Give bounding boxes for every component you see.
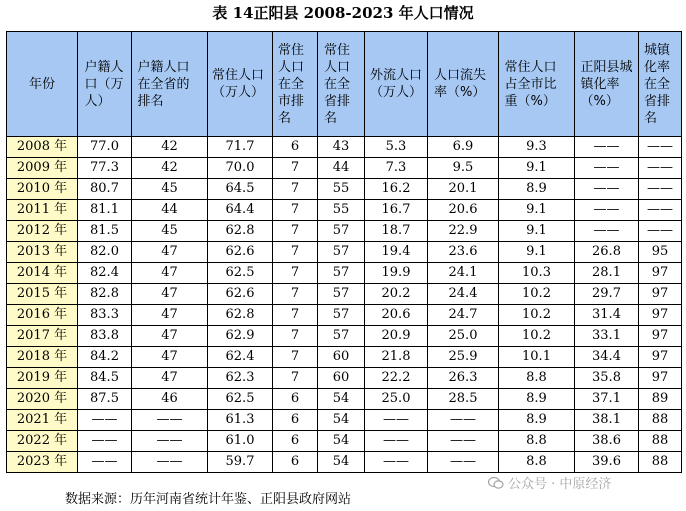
- table-cell: 37.1: [575, 389, 639, 410]
- column-header: [639, 32, 682, 137]
- table-cell: 57: [318, 242, 365, 263]
- table-cell: 84.5: [78, 368, 132, 389]
- table-cell: 10.1: [499, 347, 575, 368]
- table-cell: 70.0: [208, 158, 273, 179]
- column-header-label: 外流人口（万人）: [370, 68, 423, 100]
- table-row: [7, 284, 682, 305]
- table-row: [7, 305, 682, 326]
- table-cell: ——: [639, 221, 682, 242]
- table-cell: 9.1: [499, 200, 575, 221]
- column-header-label: 人口流失率（%）: [434, 68, 487, 100]
- table-cell: 60: [318, 368, 365, 389]
- table-cell: 7: [273, 242, 318, 263]
- table-cell: 20.6: [428, 200, 499, 221]
- table-cell: ——: [365, 431, 428, 452]
- table-cell: ——: [639, 137, 682, 158]
- table-cell: 7: [273, 326, 318, 347]
- table-cell: ——: [575, 200, 639, 221]
- population-table: [6, 31, 682, 473]
- table-cell: 16.7: [365, 200, 428, 221]
- column-header: [78, 32, 132, 137]
- column-header-label: 年份: [28, 76, 55, 92]
- table-cell: 7: [273, 221, 318, 242]
- table-cell: 24.7: [428, 305, 499, 326]
- table-cell: 6: [273, 410, 318, 431]
- table-cell: 45: [132, 221, 208, 242]
- table-cell: ——: [78, 431, 132, 452]
- column-header: [365, 32, 428, 137]
- table-cell: 89: [639, 389, 682, 410]
- table-cell: 42: [132, 158, 208, 179]
- table-cell: 97: [639, 347, 682, 368]
- table-cell: 5.3: [365, 137, 428, 158]
- table-cell: 97: [639, 326, 682, 347]
- column-header: [7, 32, 78, 137]
- table-cell: 44: [318, 158, 365, 179]
- table-cell: 19.9: [365, 263, 428, 284]
- table-cell: 47: [132, 284, 208, 305]
- table-cell: 8.8: [499, 368, 575, 389]
- table-row: [7, 200, 682, 221]
- table-cell: 57: [318, 305, 365, 326]
- table-cell: 9.1: [499, 158, 575, 179]
- table-cell: 6: [273, 389, 318, 410]
- table-cell: 20.2: [365, 284, 428, 305]
- table-cell: ——: [78, 452, 132, 473]
- table-row: [7, 221, 682, 242]
- table-cell: 8.9: [499, 179, 575, 200]
- table-cell: 26.8: [575, 242, 639, 263]
- table-cell: ——: [428, 452, 499, 473]
- table-cell: 57: [318, 263, 365, 284]
- table-cell: 23.6: [428, 242, 499, 263]
- table-cell: 62.8: [208, 305, 273, 326]
- data-source-note: 数据来源：历年河南省统计年鉴、正阳县政府网站: [65, 492, 352, 507]
- table-row: [7, 431, 682, 452]
- table-cell: ——: [428, 410, 499, 431]
- year-cell: 2014 年: [7, 263, 78, 284]
- table-cell: 60: [318, 347, 365, 368]
- watermark-text: 公众号 · 中原经济: [508, 477, 612, 492]
- table-cell: 97: [639, 284, 682, 305]
- table-cell: 47: [132, 305, 208, 326]
- table-cell: 18.7: [365, 221, 428, 242]
- table-cell: 71.7: [208, 137, 273, 158]
- table-row: [7, 452, 682, 473]
- table-cell: 9.1: [499, 242, 575, 263]
- table-cell: 84.2: [78, 347, 132, 368]
- table-cell: 61.3: [208, 410, 273, 431]
- table-cell: 19.4: [365, 242, 428, 263]
- column-header-label: 城镇化率在全省排名: [644, 42, 671, 126]
- table-title: 表 14正阳县 2008-2023 年人口情况: [212, 4, 474, 22]
- table-row: [7, 158, 682, 179]
- table-cell: 10.2: [499, 284, 575, 305]
- table-cell: 39.6: [575, 452, 639, 473]
- table-cell: 8.8: [499, 452, 575, 473]
- table-cell: 82.0: [78, 242, 132, 263]
- table-cell: 33.1: [575, 326, 639, 347]
- table-cell: 88: [639, 452, 682, 473]
- table-cell: 81.1: [78, 200, 132, 221]
- table-cell: 57: [318, 221, 365, 242]
- table-cell: 55: [318, 179, 365, 200]
- table-cell: 25.0: [428, 326, 499, 347]
- table-cell: 83.3: [78, 305, 132, 326]
- table-cell: 61.0: [208, 431, 273, 452]
- table-cell: 7.3: [365, 158, 428, 179]
- table-cell: 20.9: [365, 326, 428, 347]
- table-cell: 64.5: [208, 179, 273, 200]
- table-cell: 43: [318, 137, 365, 158]
- table-cell: 62.3: [208, 368, 273, 389]
- year-cell: 2008 年: [7, 137, 78, 158]
- table-cell: 47: [132, 242, 208, 263]
- column-header: [575, 32, 639, 137]
- column-header: [273, 32, 318, 137]
- table-cell: 16.2: [365, 179, 428, 200]
- table-cell: ——: [132, 452, 208, 473]
- column-header: [132, 32, 208, 137]
- table-header-row: [7, 32, 682, 137]
- table-cell: 62.8: [208, 221, 273, 242]
- column-header: [499, 32, 575, 137]
- table-cell: 25.0: [365, 389, 428, 410]
- column-header: [318, 32, 365, 137]
- table-cell: 42: [132, 137, 208, 158]
- table-cell: ——: [575, 179, 639, 200]
- table-cell: 20.6: [365, 305, 428, 326]
- table-cell: 46: [132, 389, 208, 410]
- table-cell: 47: [132, 347, 208, 368]
- year-cell: 2010 年: [7, 179, 78, 200]
- year-cell: 2019 年: [7, 368, 78, 389]
- table-cell: 22.2: [365, 368, 428, 389]
- table-cell: 38.1: [575, 410, 639, 431]
- table-cell: 83.8: [78, 326, 132, 347]
- column-header: [428, 32, 499, 137]
- table-cell: 77.3: [78, 158, 132, 179]
- table-cell: 82.4: [78, 263, 132, 284]
- table-cell: 9.5: [428, 158, 499, 179]
- table-cell: 87.5: [78, 389, 132, 410]
- table-cell: ——: [639, 179, 682, 200]
- table-body: [7, 137, 682, 473]
- table-cell: 26.3: [428, 368, 499, 389]
- table-cell: 97: [639, 263, 682, 284]
- table-cell: 7: [273, 158, 318, 179]
- table-row: [7, 263, 682, 284]
- table-cell: 34.4: [575, 347, 639, 368]
- year-cell: 2020 年: [7, 389, 78, 410]
- table-cell: 10.2: [499, 305, 575, 326]
- table-cell: 8.9: [499, 389, 575, 410]
- year-cell: 2022 年: [7, 431, 78, 452]
- table-cell: ——: [132, 431, 208, 452]
- column-header: [208, 32, 273, 137]
- table-cell: 7: [273, 263, 318, 284]
- year-cell: 2013 年: [7, 242, 78, 263]
- table-cell: 97: [639, 305, 682, 326]
- table-cell: ——: [575, 137, 639, 158]
- table-cell: 81.5: [78, 221, 132, 242]
- table-cell: 62.9: [208, 326, 273, 347]
- table-cell: ——: [365, 452, 428, 473]
- table-cell: 9.1: [499, 221, 575, 242]
- table-row: [7, 410, 682, 431]
- table-cell: 62.4: [208, 347, 273, 368]
- table-cell: 8.8: [499, 431, 575, 452]
- table-cell: 95: [639, 242, 682, 263]
- year-cell: 2011 年: [7, 200, 78, 221]
- table-cell: 62.5: [208, 263, 273, 284]
- table-cell: 25.9: [428, 347, 499, 368]
- table-cell: 47: [132, 263, 208, 284]
- year-cell: 2023 年: [7, 452, 78, 473]
- table-cell: 47: [132, 368, 208, 389]
- table-cell: ——: [639, 200, 682, 221]
- table-row: [7, 389, 682, 410]
- table-cell: 28.1: [575, 263, 639, 284]
- table-cell: 77.0: [78, 137, 132, 158]
- table-cell: 35.8: [575, 368, 639, 389]
- table-cell: ——: [575, 158, 639, 179]
- table-row: [7, 347, 682, 368]
- table-cell: 7: [273, 305, 318, 326]
- table-cell: 88: [639, 431, 682, 452]
- table-cell: 7: [273, 347, 318, 368]
- watermark: [488, 473, 611, 492]
- table-cell: 97: [639, 368, 682, 389]
- table-cell: 62.6: [208, 242, 273, 263]
- table-cell: 7: [273, 284, 318, 305]
- table-cell: 47: [132, 326, 208, 347]
- table-row: [7, 179, 682, 200]
- year-cell: 2021 年: [7, 410, 78, 431]
- table-cell: ——: [639, 158, 682, 179]
- table-cell: 24.1: [428, 263, 499, 284]
- table-cell: 24.4: [428, 284, 499, 305]
- table-cell: 62.6: [208, 284, 273, 305]
- table-cell: 28.5: [428, 389, 499, 410]
- table-cell: 7: [273, 368, 318, 389]
- table-row: [7, 137, 682, 158]
- table-cell: 57: [318, 284, 365, 305]
- table-cell: 7: [273, 179, 318, 200]
- table-cell: 44: [132, 200, 208, 221]
- column-header-label: 户籍人口（万人）: [84, 59, 124, 109]
- table-cell: 88: [639, 410, 682, 431]
- table-row: [7, 242, 682, 263]
- year-cell: 2017 年: [7, 326, 78, 347]
- year-cell: 2012 年: [7, 221, 78, 242]
- table-cell: 10.3: [499, 263, 575, 284]
- table-cell: 80.7: [78, 179, 132, 200]
- table-cell: 21.8: [365, 347, 428, 368]
- column-header-label: 正阳县城镇化率（%）: [580, 59, 633, 109]
- table-cell: 54: [318, 452, 365, 473]
- column-header-label: 常住人口在全省排名: [324, 42, 351, 126]
- table-cell: 22.9: [428, 221, 499, 242]
- table-cell: 10.2: [499, 326, 575, 347]
- table-cell: 57: [318, 326, 365, 347]
- column-header-label: 常住人口（万人）: [212, 68, 265, 100]
- year-cell: 2018 年: [7, 347, 78, 368]
- table-cell: 6: [273, 137, 318, 158]
- table-cell: 6: [273, 431, 318, 452]
- year-cell: 2016 年: [7, 305, 78, 326]
- table-cell: 62.5: [208, 389, 273, 410]
- table-cell: 45: [132, 179, 208, 200]
- table-row: [7, 326, 682, 347]
- table-cell: ——: [428, 431, 499, 452]
- year-cell: 2009 年: [7, 158, 78, 179]
- wechat-icon: [488, 476, 504, 490]
- table-cell: 29.7: [575, 284, 639, 305]
- table-cell: 8.9: [499, 410, 575, 431]
- table-cell: 54: [318, 389, 365, 410]
- table-cell: 59.7: [208, 452, 273, 473]
- table-cell: 31.4: [575, 305, 639, 326]
- year-cell: 2015 年: [7, 284, 78, 305]
- table-cell: 54: [318, 410, 365, 431]
- table-cell: 20.1: [428, 179, 499, 200]
- table-row: [7, 368, 682, 389]
- table-cell: ——: [575, 221, 639, 242]
- table-cell: 82.8: [78, 284, 132, 305]
- column-header-label: 户籍人口在全省的排名: [137, 59, 190, 109]
- table-cell: ——: [132, 410, 208, 431]
- table-cell: 6.9: [428, 137, 499, 158]
- column-header-label: 常住人口占全市比重（%）: [504, 59, 557, 109]
- table-cell: 9.3: [499, 137, 575, 158]
- table-cell: ——: [78, 410, 132, 431]
- table-cell: 7: [273, 200, 318, 221]
- table-cell: 64.4: [208, 200, 273, 221]
- table-cell: 55: [318, 200, 365, 221]
- table-cell: 38.6: [575, 431, 639, 452]
- table-cell: 54: [318, 431, 365, 452]
- table-cell: 6: [273, 452, 318, 473]
- column-header-label: 常住人口在全市排名: [278, 42, 305, 126]
- table-cell: ——: [365, 410, 428, 431]
